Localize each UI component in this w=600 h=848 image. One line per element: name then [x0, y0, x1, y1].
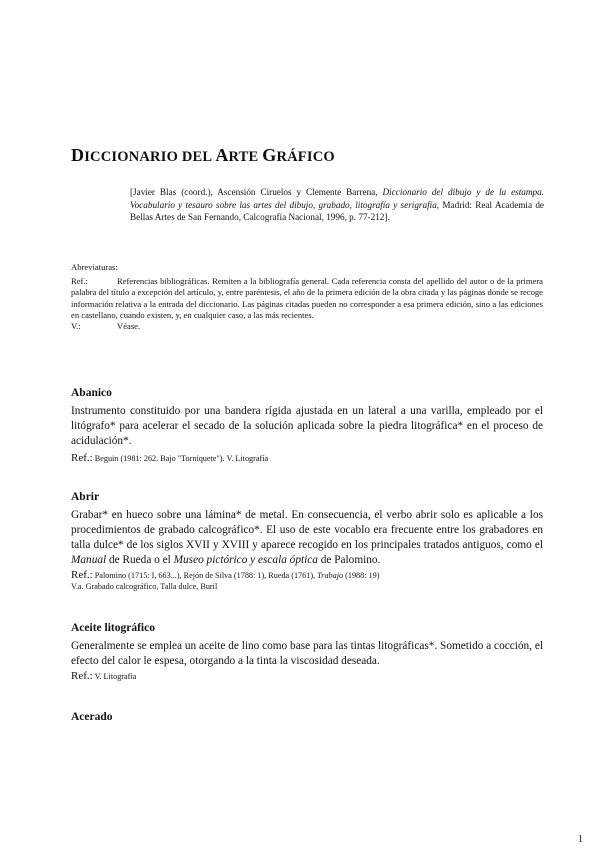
entry-acerado — [71, 710, 543, 724]
abbreviation-ref: Ref.: Referencias bibliográficas. Remiten a la bibliografía general. Cada referencia consta del apellido del autor o de la primera palabra del título a excepción del artículo, y, entre paréntesis, el año de la primera edición de la obra citada y las páginas donde se recoge información relativa a la entrada del diccionario. Las páginas citadas pueden no corresponder a esa primera edición, sino a las ediciones en castellano, cuando existen, y, en cualquier caso, a las más recientes. — [71, 276, 543, 320]
page-title: DICCIONARIO DEL ARTE GRÁFICO — [71, 145, 335, 165]
entry-term: Abanico — [71, 387, 112, 399]
entry-definition: Generalmente se emplea un aceite de lino como base para las tintas litográficas*. Sometido a cocción, el efecto del calor le espesa, otorgando a la tinta la viscosidad deseada. — [71, 640, 543, 667]
entry-references: Ref.: V. Litografía — [71, 669, 137, 682]
entry-abrir — [71, 490, 543, 592]
entry-term: Aceite litográfico — [71, 622, 155, 634]
abbreviations-list — [71, 276, 543, 332]
abbreviation-v: V.: Véase. — [71, 321, 141, 332]
entry-term: Abrir — [71, 491, 100, 503]
entry-definition: Instrumento constituido por una bandera rígida ajustada en un lateral a una varilla, empleado por el litógrafo* para acelerar el secado de la solución aplicada sobre la piedra litográfica* en el proceso de acidulación*. — [71, 405, 543, 447]
entry-see-also: V.a. Grabado calcográfico, Talla dulce, Buril — [71, 581, 218, 591]
entry-abanico — [71, 386, 543, 464]
entry-term: Acerado — [71, 711, 113, 723]
entry-references: Ref.: Beguin (1981: 262. Bajo "Torniquete"). V. Litografía — [71, 451, 269, 464]
source-citation: [Javier Blas (coord.), Ascensión Ciruelos y Clemente Barrena, Diccionario del dibujo y de la estampa. Vocabulario y tesauro sobre las artes del dibujo, grabado, litografía y serigrafía, Madrid: Real Academia de Bellas Artes de San Fernando, Calcografía Nacional, 1996, p. 77-212]. — [130, 187, 544, 223]
entry-aceite-litografico — [71, 621, 543, 682]
entry-definition: Grabar* en hueco sobre una lámina* de metal. En consecuencia, el verbo abrir solo es aplicable a los procedimientos de grabado calcográfico*. El uso de este vocablo era frecuente entre los grabadores en talla dulce* de los siglos XVII y XVIII y aparece recogido en los principales tratados antiguos, como el Manual de Rueda o el Museo pictórico y escala óptica de Palomino. — [71, 509, 543, 566]
abbreviations-heading: Abreviaturas: — [71, 262, 118, 272]
page-number: 1 — [578, 834, 583, 845]
entry-references: Ref.: Palomino (1715: I, 663...), Rejón de Silva (1788: 1), Rueda (1761), Trabajo (1988: 19) — [71, 568, 380, 581]
